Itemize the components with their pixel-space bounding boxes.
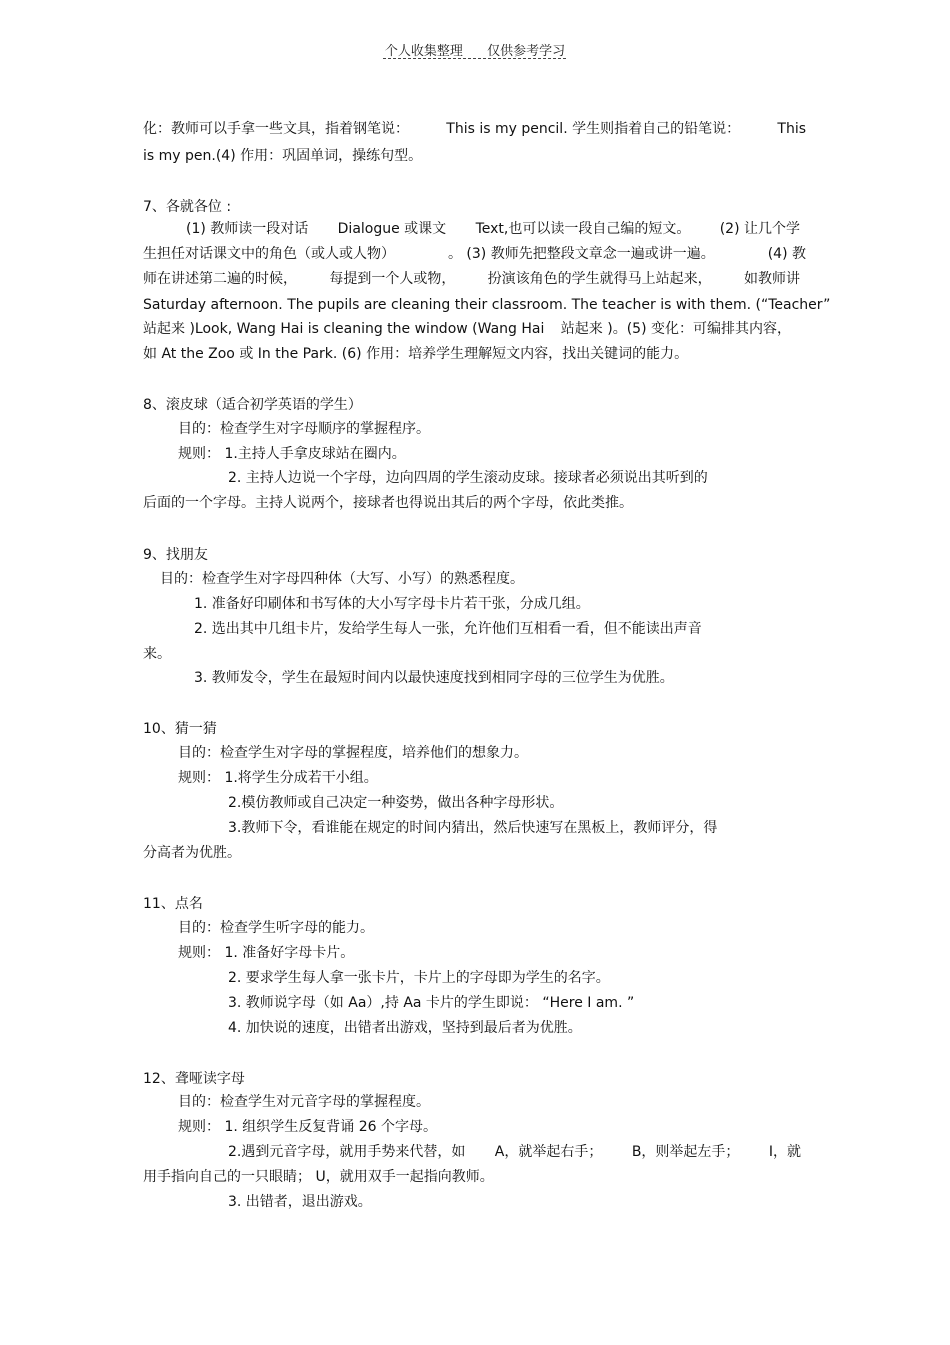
- paragraph-line: 2. 要求学生每人拿一张卡片，卡片上的字母即为学生的名字。: [228, 970, 610, 986]
- section-title: 7、各就各位 :: [143, 199, 232, 215]
- paragraph-line: 规则： 1.将学生分成若干小组。: [178, 770, 378, 786]
- paragraph-line: 目的：检查学生对字母顺序的掌握程序。: [178, 421, 430, 437]
- section-title: 8、滚皮球（适合初学英语的学生）: [143, 397, 362, 413]
- header-left: 个人收集整理: [384, 44, 463, 59]
- paragraph-line: 2. 选出其中几组卡片，发给学生每人一张，允许他们互相看一看，但不能读出声音: [194, 621, 702, 637]
- header-right: 仅供参考学习: [487, 44, 566, 59]
- text-segment: 2.遇到元音字母，就用手势来代替，如: [228, 1144, 466, 1160]
- paragraph-line: 3. 出错者，退出游戏。: [228, 1194, 372, 1210]
- text-segment: 站起来 )Look, Wang Hai is cleaning the window (Wang Hai: [143, 321, 545, 337]
- text-segment: 每提到一个人或物，: [329, 271, 456, 287]
- paragraph-line: [143, 296, 831, 314]
- paragraph-line: 目的：检查学生对元音字母的掌握程度。: [178, 1094, 430, 1110]
- text-segment: B，则举起左手；: [631, 1144, 740, 1160]
- text-segment: 如教师讲: [743, 271, 800, 287]
- page-header: [0, 40, 950, 59]
- section-title: 11、点名: [143, 896, 203, 912]
- text-segment: 生担任对话课文中的角色（或人或人物）: [143, 246, 395, 262]
- section-title: 9、找朋友: [143, 547, 208, 563]
- paragraph-line: 3. 教师说字母（如 Aa）,持 Aa 卡片的学生即说： “Here I am. ”: [228, 995, 635, 1011]
- text-segment: Saturday afternoon. The pupils are cleaning their classroom. The teacher is with them. (: [143, 297, 761, 313]
- header-rule: [383, 58, 566, 59]
- paragraph-line: 后面的一个字母。主持人说两个，接球者也得说出其后的两个字母，依此类推。: [143, 495, 633, 511]
- text-segment: 化：教师可以手拿一些文具，指着钢笔说：: [143, 121, 409, 137]
- paragraph-line: 1. 准备好印刷体和书写体的大小写字母卡片若干张，分成几组。: [194, 596, 590, 612]
- text-segment: (2) 让几个学: [719, 221, 800, 237]
- text-segment: 扮演该角色的学生就得马上站起来，: [487, 271, 712, 287]
- paragraph-line: 2. 主持人边说一个字母，边向四周的学生滚动皮球。接球者必须说出其听到的: [228, 470, 708, 486]
- paragraph-line: 目的：检查学生听字母的能力。: [178, 920, 374, 936]
- paragraph-line: 3.教师下令，看谁能在规定的时间内猜出，然后快速写在黑板上，教师评分，得: [228, 820, 718, 836]
- section-title: 10、猜一猜: [143, 721, 217, 737]
- paragraph-line: 如 At the Zoo 或 In the Park. (6) 作用：培养学生理解短文内容，找出关键词的能力。: [143, 346, 689, 362]
- text-segment: 。 (3) 教师先把整段文章念一遍或讲一遍。: [447, 246, 715, 262]
- text-segment: This is my pencil. 学生则指着自己的铅笔说：: [446, 121, 741, 137]
- paragraph-line: 目的：检查学生对字母四种体（大写、小写）的熟悉程度。: [160, 571, 524, 587]
- paragraph-line: [228, 1143, 801, 1161]
- paragraph-line: 3. 教师发令，学生在最短时间内以最快速度找到相同字母的三位学生为优胜。: [194, 670, 674, 686]
- text-segment: A，就举起右手；: [494, 1144, 603, 1160]
- section-title: 12、聋哑读字母: [143, 1071, 245, 1087]
- text-segment: 站起来 )。(5) 变化：可编排其内容，: [560, 321, 791, 337]
- text-segment: I，就: [768, 1144, 801, 1160]
- paragraph-line: 规则： 1. 组织学生反复背诵 26 个字母。: [178, 1119, 437, 1135]
- paragraph-line: 4. 加快说的速度，出错者出游戏，坚持到最后者为优胜。: [228, 1020, 582, 1036]
- paragraph-line: [143, 270, 800, 288]
- paragraph-line: [143, 320, 791, 338]
- text-segment: 师在讲述第二遍的时候，: [143, 271, 297, 287]
- paragraph-line: 规则： 1. 准备好字母卡片。: [178, 945, 355, 961]
- text-segment: (4) 教: [767, 246, 806, 262]
- paragraph-line: 目的：检查学生对字母的掌握程度，培养他们的想象力。: [178, 745, 528, 761]
- paragraph-line: 2.模仿教师或自己决定一种姿势，做出各种字母形状。: [228, 795, 564, 811]
- text-segment: (1) 教师读一段对话: [186, 221, 309, 237]
- paragraph-line: 用手指向自己的一只眼睛； U，就用双手一起指向教师。: [143, 1169, 494, 1185]
- paragraph-line: [143, 120, 806, 138]
- paragraph-line: 分高者为优胜。: [143, 845, 241, 861]
- text-segment: This: [777, 121, 806, 137]
- paragraph-line: is my pen.(4) 作用：巩固单词，操练句型。: [143, 148, 423, 164]
- text-segment: Dialogue 或课文: [337, 221, 447, 237]
- paragraph-line: 规则： 1.主持人手拿皮球站在圈内。: [178, 446, 406, 462]
- paragraph-line: 来。: [143, 646, 171, 662]
- text-segment: Text,也可以读一段自己编的短文。: [475, 221, 691, 237]
- text-segment: “Teacher”: [760, 297, 831, 313]
- paragraph-line: [143, 245, 806, 263]
- paragraph-line: [186, 220, 800, 238]
